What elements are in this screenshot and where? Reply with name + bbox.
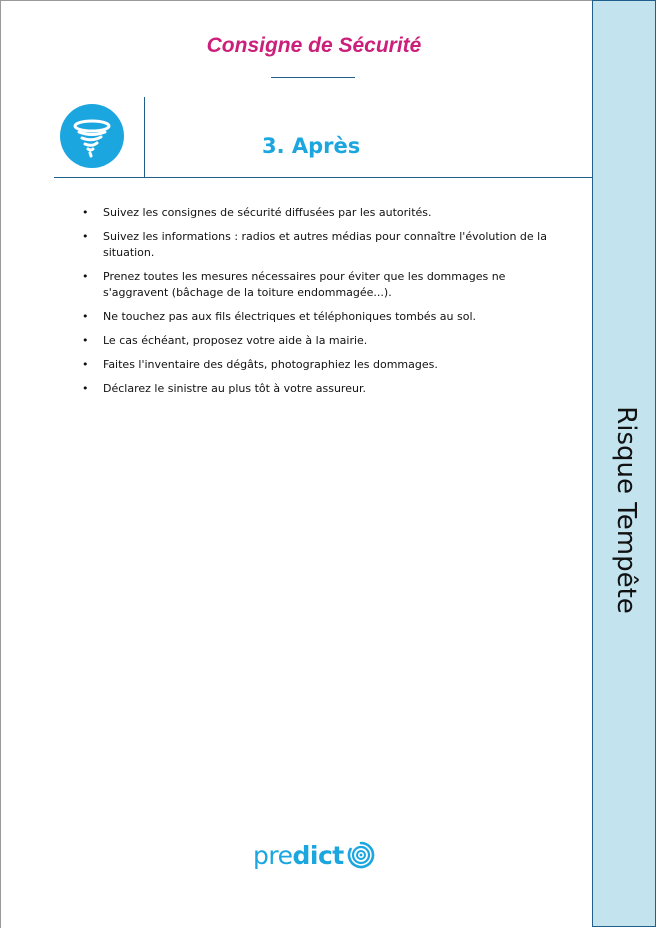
- header-divider-vertical: [144, 97, 145, 178]
- list-item: • Déclarez le sinistre au plus tôt à votre assureur.: [82, 382, 366, 395]
- bullet-icon: •: [82, 334, 89, 347]
- title-underline: [271, 77, 355, 78]
- sidebar-label: Risque Tempête: [611, 406, 641, 614]
- bullet-icon: •: [82, 230, 89, 243]
- list-item: • Faites l'inventaire des dégâts, photographiez les dommages.: [82, 358, 438, 371]
- list-item: • Prenez toutes les mesures nécessaires pour éviter que les dommages ne s'aggravent (bâchage de la toiture endommagée...).: [82, 270, 506, 299]
- bullet-icon: •: [82, 206, 89, 219]
- logo-text-pre: pre: [253, 840, 293, 870]
- list-item: • Suivez les consignes de sécurité diffusées par les autorités.: [82, 206, 432, 219]
- bullet-icon: •: [82, 310, 89, 323]
- tornado-icon: [60, 104, 124, 168]
- instruction-list: [82, 205, 552, 405]
- header-divider-horizontal: [54, 177, 592, 178]
- document-title: Consigne de Sécurité: [206, 34, 422, 57]
- page-border-left: [0, 0, 1, 928]
- list-item: • Le cas échéant, proposez votre aide à la mairie.: [82, 334, 368, 347]
- section-title: 3. Après: [262, 134, 361, 158]
- list-item: • Suivez les informations : radios et autres médias pour connaître l'évolution de la situation.: [82, 230, 547, 259]
- risk-sidebar: [592, 0, 656, 927]
- logo-text-dict: dict: [292, 840, 344, 870]
- predict-logo: [253, 838, 375, 872]
- page-border-top: [0, 0, 592, 1]
- bullet-icon: •: [82, 270, 89, 283]
- bullet-icon: •: [82, 358, 89, 371]
- bullet-icon: •: [82, 382, 89, 395]
- target-icon: [347, 841, 375, 869]
- list-item: • Ne touchez pas aux fils électriques et téléphoniques tombés au sol.: [82, 310, 477, 323]
